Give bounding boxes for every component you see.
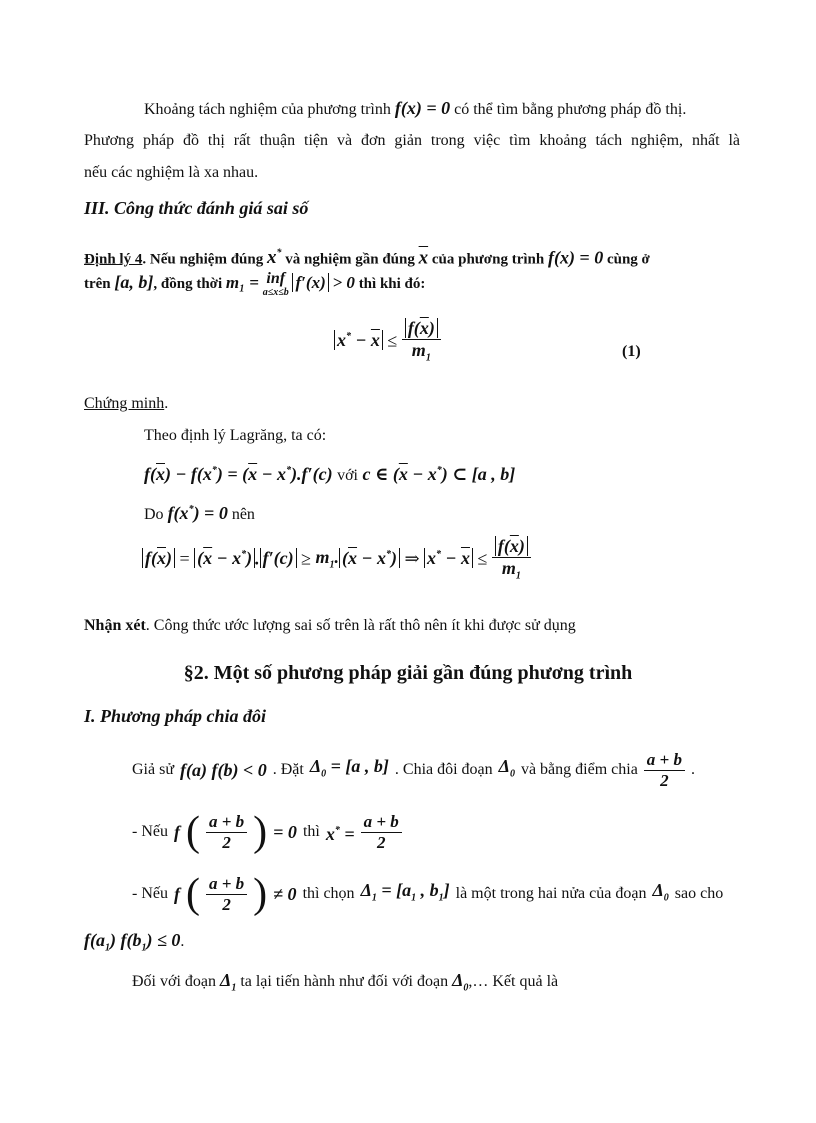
bisection-last-line: Đối với đoạn $\Delta_1$ ta lại tiến hành như đối với đoạn $\Delta_0,\dots$ Kết quả là <box>132 970 559 994</box>
bisection-case-2: - Nếu f ( $\frac{a + b}{2}$ ) ≠ 0 thì chọn $\Delta_1 = [a_1$ , $b_1$] là một trong hai nửa của đoạn $\Delta_0$ sao cho <box>132 871 724 917</box>
formula-number: (1) <box>622 343 641 360</box>
section-heading-error-formula: III. Công thức đánh giá sai số <box>84 198 309 218</box>
proof-derivation: $f(\overline{x}) = (\overline{x} - x^*)$ . $f'(c) \ge m_1$. $(\overline{x} - x^*)$ ⇒ $x^* - \overline{x}$ ≤ $\frac{f(\overline{x})}{m_1}$ <box>142 536 531 582</box>
theorem-label: Định lý 4 <box>84 251 143 268</box>
proof-line-lagrange: $f(\overline{x}) - f(x^*) = (\overline{x} - x^*).f'(c)$ với c ∈ $(\overline{x} - x^*)$ ⊂ [a , b] <box>144 464 516 484</box>
bisection-case-2-cont: $f(a_1) f(b_1) \le 0$. <box>84 930 185 954</box>
intro-line-3: nếu các nghiệm là xa nhau. <box>84 164 259 181</box>
bisection-line-1: Giả sử f(a) f(b) < 0 . Đặt $\Delta_0 = [a$ , b] . Chia đôi đoạn $\Delta_0$ và bằng điểm chia $\frac{a + b}{2}$ . <box>132 749 695 790</box>
theorem-4-line-2: trên [a, b], đồng thời m₁ = inf a≤x≤b f′(x) > 0 thì khi đó: <box>84 270 426 298</box>
equation-fx-zero: f(x) = 0 <box>394 98 451 118</box>
bisection-case-1: - Nếu f ( $\frac{a + b}{2}$ ) = 0 thì x* = $\frac{a + b}{2}$ <box>132 808 402 856</box>
proof-line-do: Do f(x*) = 0 nên <box>144 503 255 523</box>
theorem-4-line-1: Định lý 4. Nếu nghiệm đúng x* và nghiệm gần đúng $\overline{x}$ của phương trình f(x) = 0 cùng ở <box>84 247 650 269</box>
error-bound-formula: $x^* - \overline{x}$ ≤ $\frac{f(\overline{x})}{m_1}$ <box>334 318 441 364</box>
proof-line-1: Theo định lý Lagrăng, ta có: <box>144 427 327 444</box>
section-heading-bisection: I. Phương pháp chia đôi <box>84 706 266 726</box>
intro-line-1: Khoảng tách nghiệm của phương trình f(x) = 0 có thể tìm bằng phương pháp đồ thị. <box>144 98 687 118</box>
remark: Nhận xét. Công thức ước lượng sai số trên là rất thô nên ít khi được sử dụng <box>84 617 576 634</box>
proof-label: Chứng minh. <box>84 395 169 412</box>
intro-line-2: Phương pháp đồ thị rất thuận tiện và đơn giản trong việc tìm khoảng tách nghiệm, nhất là <box>84 132 740 149</box>
chapter-title: §2. Một số phương pháp giải gần đúng phương trình <box>183 662 633 684</box>
